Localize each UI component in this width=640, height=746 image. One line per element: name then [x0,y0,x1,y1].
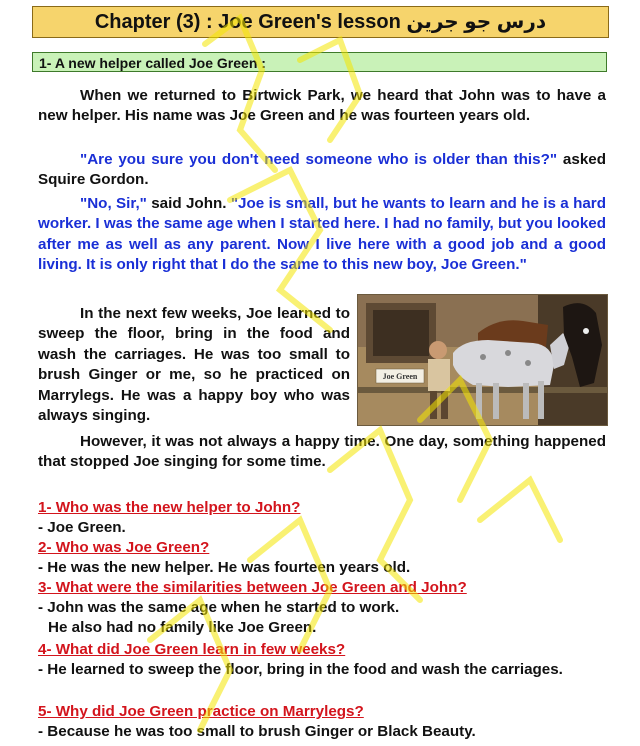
answer-3a: - John was the same age when he started to work. [38,599,400,616]
narration-text: said John. [146,195,231,212]
answer-3b: He also had no family like Joe Green. [48,619,317,636]
answer-1: - Joe Green. [38,519,126,536]
paragraph-2 [38,150,606,191]
quote-text: "Are you sure you don't need someone who is older than this?" [80,151,558,168]
stable-illustration [357,294,608,426]
quote-text: "No, Sir," [80,195,147,212]
answer-4: - He learned to sweep the floor, bring in the food and wash the carriages. [38,661,563,678]
answer-5: - Because he was too small to brush Ginger or Black Beauty. [38,723,476,740]
question-4: 4- What did Joe Green learn in few weeks? [38,641,346,658]
paragraph-1: When we returned to Birtwick Park, we heard that John was to have a new helper. His name was Joe Green and he was fourteen years old. [38,87,606,125]
question-1: 1- Who was the new helper to John? [38,499,301,516]
chapter-title: Chapter (3) : Joe Green's lesson درس جو جرين [32,6,609,38]
quote-text: "Joe is small, but he wants to learn and he is a hard worker. I was the same age when I started here. I had no family, but you looked after me as well as any parent. Now I live here with a good job and a good living. It is only right that I do the same to this new boy, Joe Green." [38,195,606,274]
question-2: 2- Who was Joe Green? [38,539,210,556]
paragraph-5: However, it was not always a happy time. One day, something happened that stopped Joe singing for some time. [38,433,606,471]
figure-label: Joe Green [382,372,418,381]
section-heading: 1- A new helper called Joe Green : [32,52,607,72]
question-5: 5- Why did Joe Green practice on Marrylegs? [38,703,364,720]
narration-text: asked Squire Gordon. [38,151,606,189]
paragraph-4: In the next few weeks, Joe learned to sweep the floor, bring in the food and wash the carriages. He was too small to brush Ginger or me, so he practiced on Marrylegs. He was a happy boy who was always singing. [38,305,350,425]
question-3: 3- What were the similarities between Joe Green and John? [38,579,467,596]
paragraph-3 [38,194,606,276]
answer-2: - He was the new helper. He was fourteen years old. [38,559,411,576]
